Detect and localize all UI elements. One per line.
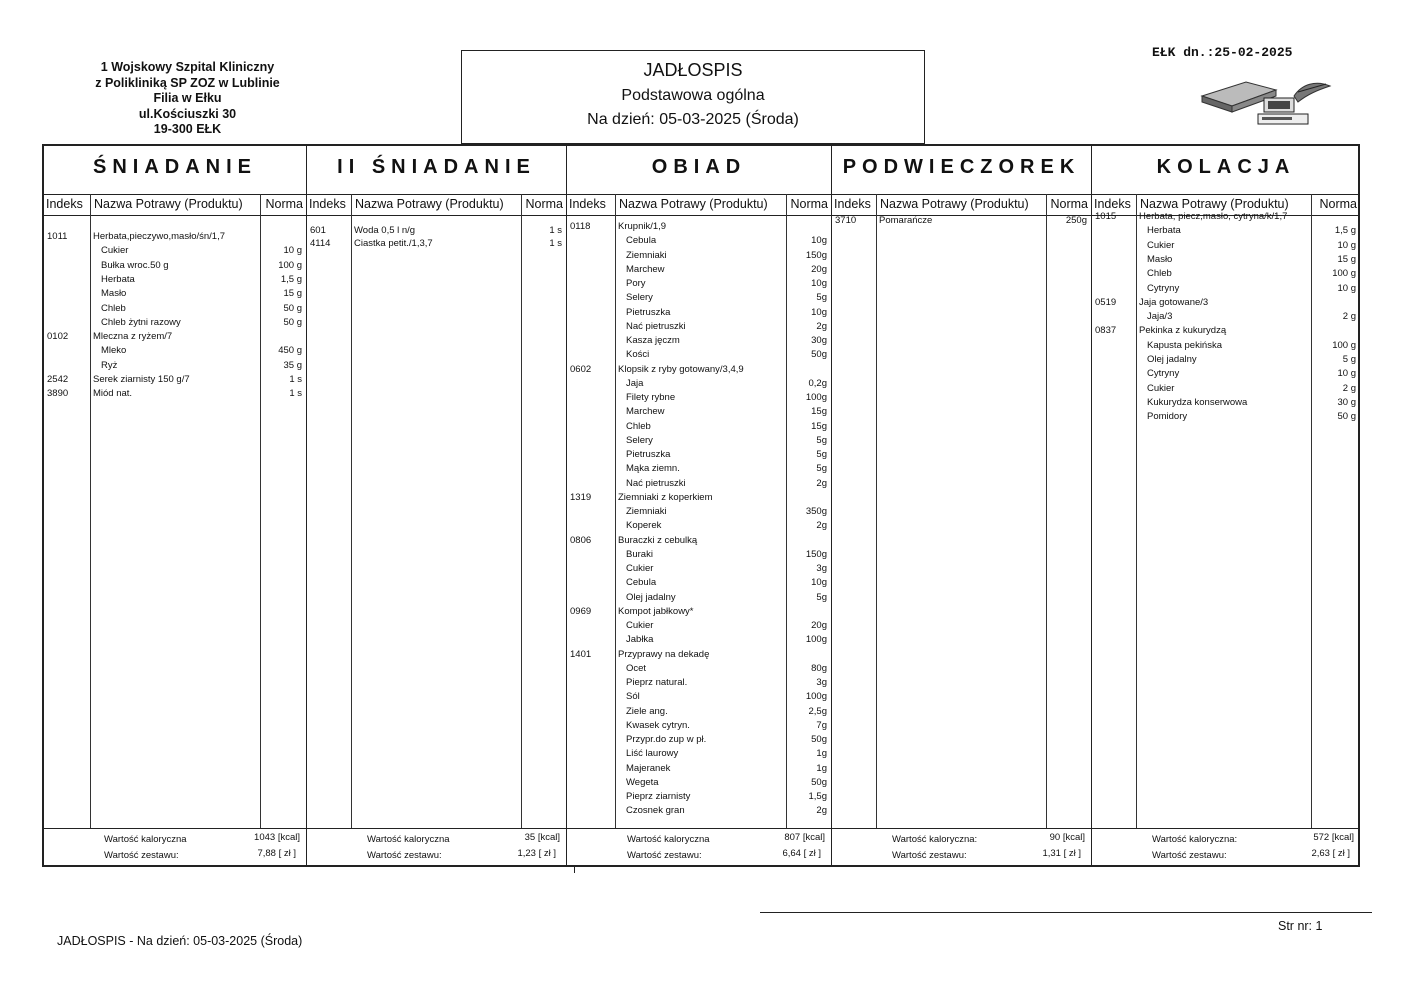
ingredient-name: Kości (626, 349, 650, 361)
item-quantity: 5g (816, 434, 827, 446)
cost-label: Wartość zestawu: (1152, 850, 1227, 861)
cost-label: Wartość zestawu: (627, 850, 702, 861)
item-quantity: 50 g (283, 316, 302, 328)
ingredient-name: Selery (626, 434, 653, 446)
ingredient-name: Chleb (101, 302, 126, 314)
menu-table (42, 144, 1360, 867)
menu-item-row (567, 462, 831, 476)
item-index: 0602 (570, 363, 592, 375)
item-quantity: 10 g (283, 245, 302, 257)
menu-item-row (567, 633, 831, 647)
column-name-label: Nazwa Potrawy (Produktu) (1140, 197, 1289, 211)
ingredient-name: Jaja (626, 377, 644, 389)
item-quantity: 5g (816, 292, 827, 304)
item-quantity: 3g (816, 677, 827, 688)
cost-label: Wartość zestawu: (367, 850, 442, 861)
ingredient-name: Pory (626, 278, 646, 289)
item-index: 0806 (570, 534, 592, 546)
column-norm-label: Norma (1050, 197, 1088, 211)
title-box (461, 50, 925, 144)
item-quantity: 50g (811, 734, 827, 745)
cost-value: 1,23 [ zł ] (517, 848, 556, 859)
ingredient-name: Koperek (626, 520, 662, 532)
item-quantity: 100g (805, 634, 827, 646)
menu-item-row (1092, 239, 1360, 253)
calorie-value: 572 [kcal] (1313, 832, 1354, 843)
ingredient-name: Olej jadalny (626, 591, 676, 603)
summary-divider (44, 828, 306, 829)
menu-item-row (44, 359, 306, 373)
item-index: 1319 (570, 491, 592, 503)
calorie-label: Wartość kaloryczna (367, 834, 450, 845)
ingredient-name: Czosnek gran (626, 805, 685, 817)
item-index: 0519 (1095, 296, 1117, 308)
dish-name: Pomarańcze (879, 215, 933, 226)
column-index-label: Indeks (569, 197, 606, 211)
item-quantity: 10 g (1337, 368, 1356, 380)
item-index: 0837 (1095, 325, 1117, 337)
ingredient-name: Wegeta (626, 776, 659, 788)
ingredient-name: Masło (101, 288, 127, 300)
item-index: 3890 (47, 388, 69, 400)
column-index-label: Indeks (46, 197, 83, 211)
dish-name: Jaja gotowane/3 (1139, 296, 1209, 308)
menu-item-row (1092, 410, 1360, 424)
item-quantity: 15g (811, 406, 827, 418)
item-quantity: 1 s (549, 225, 562, 236)
menu-item-row (567, 434, 831, 448)
summary-divider (567, 828, 831, 829)
ingredient-name: Chleb (626, 420, 651, 432)
item-quantity: 10g (811, 577, 827, 589)
meal-section (1091, 146, 1360, 865)
menu-item-row (832, 214, 1091, 228)
menu-item-row (1092, 353, 1360, 367)
dish-name: Buraczki z cebulką (618, 534, 698, 546)
menu-item-row (567, 662, 831, 676)
ingredient-name: Filety rybne (626, 392, 676, 403)
calorie-value: 90 [kcal] (1049, 832, 1085, 843)
menu-item-row (1092, 224, 1360, 238)
item-quantity: 350g (805, 506, 827, 517)
calorie-label: Wartość kaloryczna: (892, 834, 978, 845)
column-norm-label: Norma (790, 197, 828, 211)
cost-label: Wartość zestawu: (892, 850, 967, 861)
menu-item-row (567, 676, 831, 690)
item-quantity: 1g (816, 762, 827, 774)
ingredient-name: Majeranek (626, 762, 671, 774)
calorie-label: Wartość kaloryczna (627, 834, 710, 845)
menu-item-row (567, 263, 831, 277)
menu-item-row (567, 291, 831, 305)
divider-stub (574, 867, 575, 873)
cost-value: 2,63 [ zł ] (1311, 848, 1350, 859)
item-quantity: 50g (811, 349, 827, 361)
ingredient-name: Masło (1147, 253, 1173, 265)
column-name-label: Nazwa Potrawy (Produktu) (94, 197, 243, 211)
item-quantity: 1,5 g (280, 273, 302, 285)
item-quantity: 10 g (1337, 282, 1356, 294)
dish-name: Herbata,pieczywo,masło/śn/1,7 (93, 231, 226, 242)
item-index: 0118 (570, 221, 591, 232)
menu-item-row (567, 320, 831, 334)
item-quantity: 30g (811, 335, 827, 346)
menu-item-row (567, 790, 831, 804)
ingredient-name: Cukier (101, 245, 129, 257)
meal-section (831, 146, 1091, 865)
item-quantity: 5g (816, 463, 827, 475)
item-quantity: 2g (816, 320, 827, 332)
summary-divider (1092, 828, 1360, 829)
menu-item-row (567, 505, 831, 519)
meal-section (306, 146, 566, 865)
item-quantity: 150g (805, 548, 827, 560)
column-header (567, 194, 831, 216)
menu-item-row (1092, 324, 1360, 338)
ingredient-name: Cukier (626, 620, 654, 631)
menu-item-row (567, 605, 831, 619)
menu-item-row (567, 448, 831, 462)
menu-item-row (567, 591, 831, 605)
menu-item-row (307, 224, 566, 238)
ingredient-name: Pietruszka (626, 306, 671, 318)
ingredient-name: Cebula (626, 577, 657, 589)
column-index-label: Indeks (309, 197, 346, 211)
dish-name: Serek ziarnisty 150 g/7 (93, 374, 190, 385)
item-index: 4114 (310, 238, 331, 249)
item-quantity: 2g (816, 477, 827, 489)
institution-city: 19-300 EŁK (153, 122, 222, 136)
menu-item-row (1092, 339, 1360, 353)
ingredient-name: Pieprz natural. (626, 677, 688, 688)
item-quantity: 80g (811, 662, 827, 674)
item-quantity: 1g (816, 748, 827, 760)
item-quantity: 5g (816, 449, 827, 460)
institution-branch: Filia w Ełku (153, 91, 222, 105)
item-quantity: 250g (1065, 215, 1087, 226)
menu-item-row (567, 306, 831, 320)
ingredient-name: Pieprz ziarnisty (626, 791, 691, 802)
ingredient-name: Ziele ang. (626, 705, 668, 717)
item-quantity: 450 g (278, 345, 302, 357)
column-divider (521, 194, 522, 829)
menu-item-row (44, 316, 306, 330)
calorie-label: Wartość kaloryczna: (1152, 834, 1238, 845)
ingredient-name: Marchew (626, 406, 665, 418)
institution-subname: z Polikliniką SP ZOZ w Lublinie (95, 75, 280, 90)
item-quantity: 1 s (549, 238, 562, 249)
dish-name: Krupnik/1,9 (618, 221, 667, 232)
menu-item-row (307, 237, 566, 251)
item-quantity: 100 g (1332, 268, 1356, 280)
menu-item-row (567, 363, 831, 377)
menu-item-row (567, 619, 831, 633)
menu-item-row (1092, 367, 1360, 381)
item-quantity: 7g (816, 719, 827, 731)
institution-name: 1 Wojskowy Szpital Kliniczny (100, 60, 275, 74)
menu-date: Na dzień: 05-03-2025 (Środa) (587, 111, 799, 128)
calorie-value: 1043 [kcal] (254, 832, 300, 843)
ingredient-name: Buraki (626, 548, 653, 560)
menu-item-row (44, 373, 306, 387)
dish-name: Herbata, piecz,masło, cytryna/k/1,7 (1139, 211, 1288, 222)
item-quantity: 20g (811, 620, 827, 631)
menu-item-row (1092, 282, 1360, 296)
item-quantity: 1,5 g (1334, 225, 1356, 237)
ingredient-name: Pomidory (1147, 411, 1188, 423)
meal-title: PODWIECZOREK (842, 156, 1081, 178)
column-header (307, 194, 566, 216)
ingredient-name: Herbata (101, 273, 135, 285)
item-quantity: 100 g (278, 259, 302, 271)
item-quantity: 5g (816, 591, 827, 603)
menu-item-row (567, 690, 831, 704)
menu-item-row (44, 344, 306, 358)
item-index: 2542 (47, 374, 69, 385)
ingredient-name: Liść laurowy (626, 748, 679, 760)
column-index-label: Indeks (1094, 197, 1131, 211)
item-quantity: 3g (816, 563, 827, 574)
footer-summary: JADŁOSPIS - Na dzień: 05-03-2025 (Środa) (57, 934, 303, 948)
ingredient-name: Herbata (1147, 225, 1181, 237)
item-quantity: 2,5g (808, 705, 827, 717)
ingredient-name: Jabłka (626, 634, 654, 646)
menu-item-row (567, 348, 831, 362)
meal-title: OBIAD (651, 156, 747, 178)
institution-block (70, 60, 305, 138)
ingredient-name: Cytryny (1147, 282, 1180, 294)
ingredient-name: Cebula (626, 235, 657, 247)
menu-item-row (567, 733, 831, 747)
column-name-label: Nazwa Potrawy (Produktu) (619, 197, 768, 211)
menu-item-row (1092, 396, 1360, 410)
menu-item-row (567, 234, 831, 248)
menu-item-row (567, 519, 831, 533)
dish-name: Woda 0,5 l n/g (354, 225, 416, 236)
menu-item-row (567, 705, 831, 719)
menu-item-row (567, 477, 831, 491)
calorie-label: Wartość kaloryczna (104, 834, 187, 845)
item-quantity: 30 g (1337, 396, 1356, 408)
menu-item-row (567, 548, 831, 562)
column-header (832, 194, 1091, 216)
item-index: 3710 (835, 215, 857, 226)
item-quantity: 1 s (289, 374, 302, 385)
item-quantity: 1,5g (808, 791, 827, 802)
meal-title: II ŚNIADANIE (337, 156, 536, 178)
menu-item-row (567, 776, 831, 790)
item-quantity: 10g (811, 235, 827, 247)
menu-item-row (567, 391, 831, 405)
menu-item-row (44, 230, 306, 244)
meal-title: KOLACJA (1156, 156, 1296, 178)
item-quantity: 15g (811, 420, 827, 432)
ingredient-name: Chleb żytni razowy (101, 316, 181, 328)
ingredient-name: Kasza jęczm (626, 335, 680, 346)
ingredient-name: Ryż (101, 359, 118, 371)
ingredient-name: Selery (626, 292, 653, 304)
ingredient-name: Ziemniaki (626, 249, 667, 261)
column-norm-label: Norma (525, 197, 563, 211)
menu-item-row (1092, 382, 1360, 396)
ingredient-name: Przypr.do zup w pł. (626, 734, 707, 745)
summary-divider (307, 828, 566, 829)
item-quantity: 15 g (283, 288, 302, 300)
ingredient-name: Bułka wroc.50 g (101, 259, 169, 271)
footer-rule (760, 912, 1372, 913)
item-quantity: 50 g (1337, 411, 1356, 423)
item-quantity: 2g (816, 520, 827, 532)
ingredient-name: Ziemniaki (626, 506, 667, 517)
dish-name: Ciastka petit./1,3,7 (354, 238, 433, 249)
menu-item-row (567, 534, 831, 548)
cost-value: 7,88 [ zł ] (257, 848, 296, 859)
ingredient-name: Kapusta pekińska (1147, 339, 1222, 351)
menu-item-row (44, 287, 306, 301)
dish-name: Miód nat. (93, 388, 133, 400)
column-name-label: Nazwa Potrawy (Produktu) (880, 197, 1029, 211)
ingredient-name: Cukier (626, 563, 654, 574)
computer-book-logo (1198, 78, 1333, 130)
page-title: JADŁOSPIS (643, 60, 743, 80)
menu-item-row (567, 562, 831, 576)
issue-date: EŁK dn.:25-02-2025 (1152, 45, 1293, 60)
ingredient-name: Ocet (626, 662, 647, 674)
item-quantity: 2 g (1342, 382, 1356, 394)
item-quantity: 2g (816, 805, 827, 817)
ingredient-name: Cukier (1147, 382, 1175, 394)
column-name-label: Nazwa Potrawy (Produktu) (355, 197, 504, 211)
item-quantity: 100g (805, 691, 827, 703)
item-quantity: 10g (811, 306, 827, 318)
menu-item-row (567, 377, 831, 391)
ingredient-name: Cukier (1147, 239, 1175, 251)
meal-section (566, 146, 831, 865)
menu-item-row (1092, 310, 1360, 324)
dish-name: Mleczna z ryżem/7 (93, 331, 173, 343)
meal-section (44, 146, 306, 865)
menu-item-row (1092, 210, 1360, 224)
ingredient-name: Jaja/3 (1147, 311, 1173, 323)
ingredient-name: Nać pietruszki (626, 477, 686, 489)
item-quantity: 150g (805, 249, 827, 261)
item-quantity: 10 g (1337, 239, 1356, 251)
cost-value: 1,31 [ zł ] (1042, 848, 1081, 859)
item-quantity: 20g (811, 263, 827, 275)
item-quantity: 50g (811, 776, 827, 788)
ingredient-name: Nać pietruszki (626, 320, 686, 332)
menu-item-row (567, 747, 831, 761)
item-index: 1015 (1095, 211, 1117, 222)
institution-street: ul.Kościuszki 30 (138, 106, 237, 121)
cost-label: Wartość zestawu: (104, 850, 179, 861)
item-quantity: 1 s (289, 388, 302, 400)
item-index: 0969 (570, 605, 592, 617)
column-norm-label: Norma (1319, 197, 1357, 211)
menu-item-row (1092, 253, 1360, 267)
ingredient-name: Chleb (1147, 268, 1172, 280)
cost-value: 6,64 [ zł ] (782, 848, 821, 859)
item-quantity: 100 g (1332, 339, 1356, 351)
menu-item-row (44, 273, 306, 287)
menu-item-row (567, 405, 831, 419)
calorie-value: 35 [kcal] (524, 832, 560, 843)
column-divider (1046, 194, 1047, 829)
menu-item-row (44, 244, 306, 258)
menu-item-row (567, 491, 831, 505)
item-quantity: 0,2g (808, 377, 827, 389)
menu-item-row (44, 302, 306, 316)
item-quantity: 15 g (1337, 253, 1356, 265)
column-divider (351, 194, 352, 829)
ingredient-name: Marchew (626, 263, 665, 275)
meal-title: ŚNIADANIE (92, 156, 257, 178)
ingredient-name: Mąka ziemn. (626, 463, 680, 475)
ingredient-name: Sól (626, 691, 640, 703)
ingredient-name: Kukurydza konserwowa (1147, 396, 1248, 408)
item-quantity: 2 g (1342, 311, 1356, 323)
item-quantity: 5 g (1342, 354, 1356, 365)
summary-divider (832, 828, 1091, 829)
ingredient-name: Pietruszka (626, 449, 671, 460)
menu-item-row (567, 249, 831, 263)
menu-item-row (567, 220, 831, 234)
item-quantity: 50 g (283, 302, 302, 314)
ingredient-name: Cytryny (1147, 368, 1180, 380)
menu-item-row (567, 334, 831, 348)
item-index: 0102 (47, 331, 69, 343)
column-norm-label: Norma (265, 197, 303, 211)
dish-name: Kompot jabłkowy* (618, 605, 694, 617)
menu-item-row (567, 576, 831, 590)
item-quantity: 10g (811, 278, 827, 289)
menu-item-row (567, 762, 831, 776)
column-divider (876, 194, 877, 829)
diet-type: Podstawowa ogólna (621, 87, 765, 104)
menu-item-row (567, 420, 831, 434)
column-index-label: Indeks (834, 197, 871, 211)
dish-name: Klopsik z ryby gotowany/3,4,9 (618, 363, 744, 375)
column-header (44, 194, 306, 216)
calorie-value: 807 [kcal] (784, 832, 825, 843)
ingredient-name: Kwasek cytryn. (626, 719, 690, 731)
item-quantity: 35 g (283, 359, 302, 371)
dish-name: Przyprawy na dekadę (618, 648, 710, 660)
menu-item-row (44, 330, 306, 344)
item-index: 1401 (570, 648, 592, 660)
menu-item-row (44, 259, 306, 273)
dish-name: Pekinka z kukurydzą (1139, 325, 1227, 337)
menu-item-row (567, 719, 831, 733)
dish-name: Ziemniaki z koperkiem (618, 491, 713, 503)
menu-item-row (567, 277, 831, 291)
menu-item-row (44, 387, 306, 401)
menu-item-row (1092, 267, 1360, 281)
menu-item-row (1092, 296, 1360, 310)
menu-item-row (567, 648, 831, 662)
item-quantity: 100g (805, 392, 827, 403)
menu-item-row (567, 804, 831, 818)
ingredient-name: Olej jadalny (1147, 354, 1197, 365)
page-number: Str nr: 1 (1278, 919, 1323, 933)
item-index: 1011 (47, 231, 68, 242)
ingredient-name: Mleko (101, 345, 127, 357)
item-index: 601 (310, 225, 326, 236)
